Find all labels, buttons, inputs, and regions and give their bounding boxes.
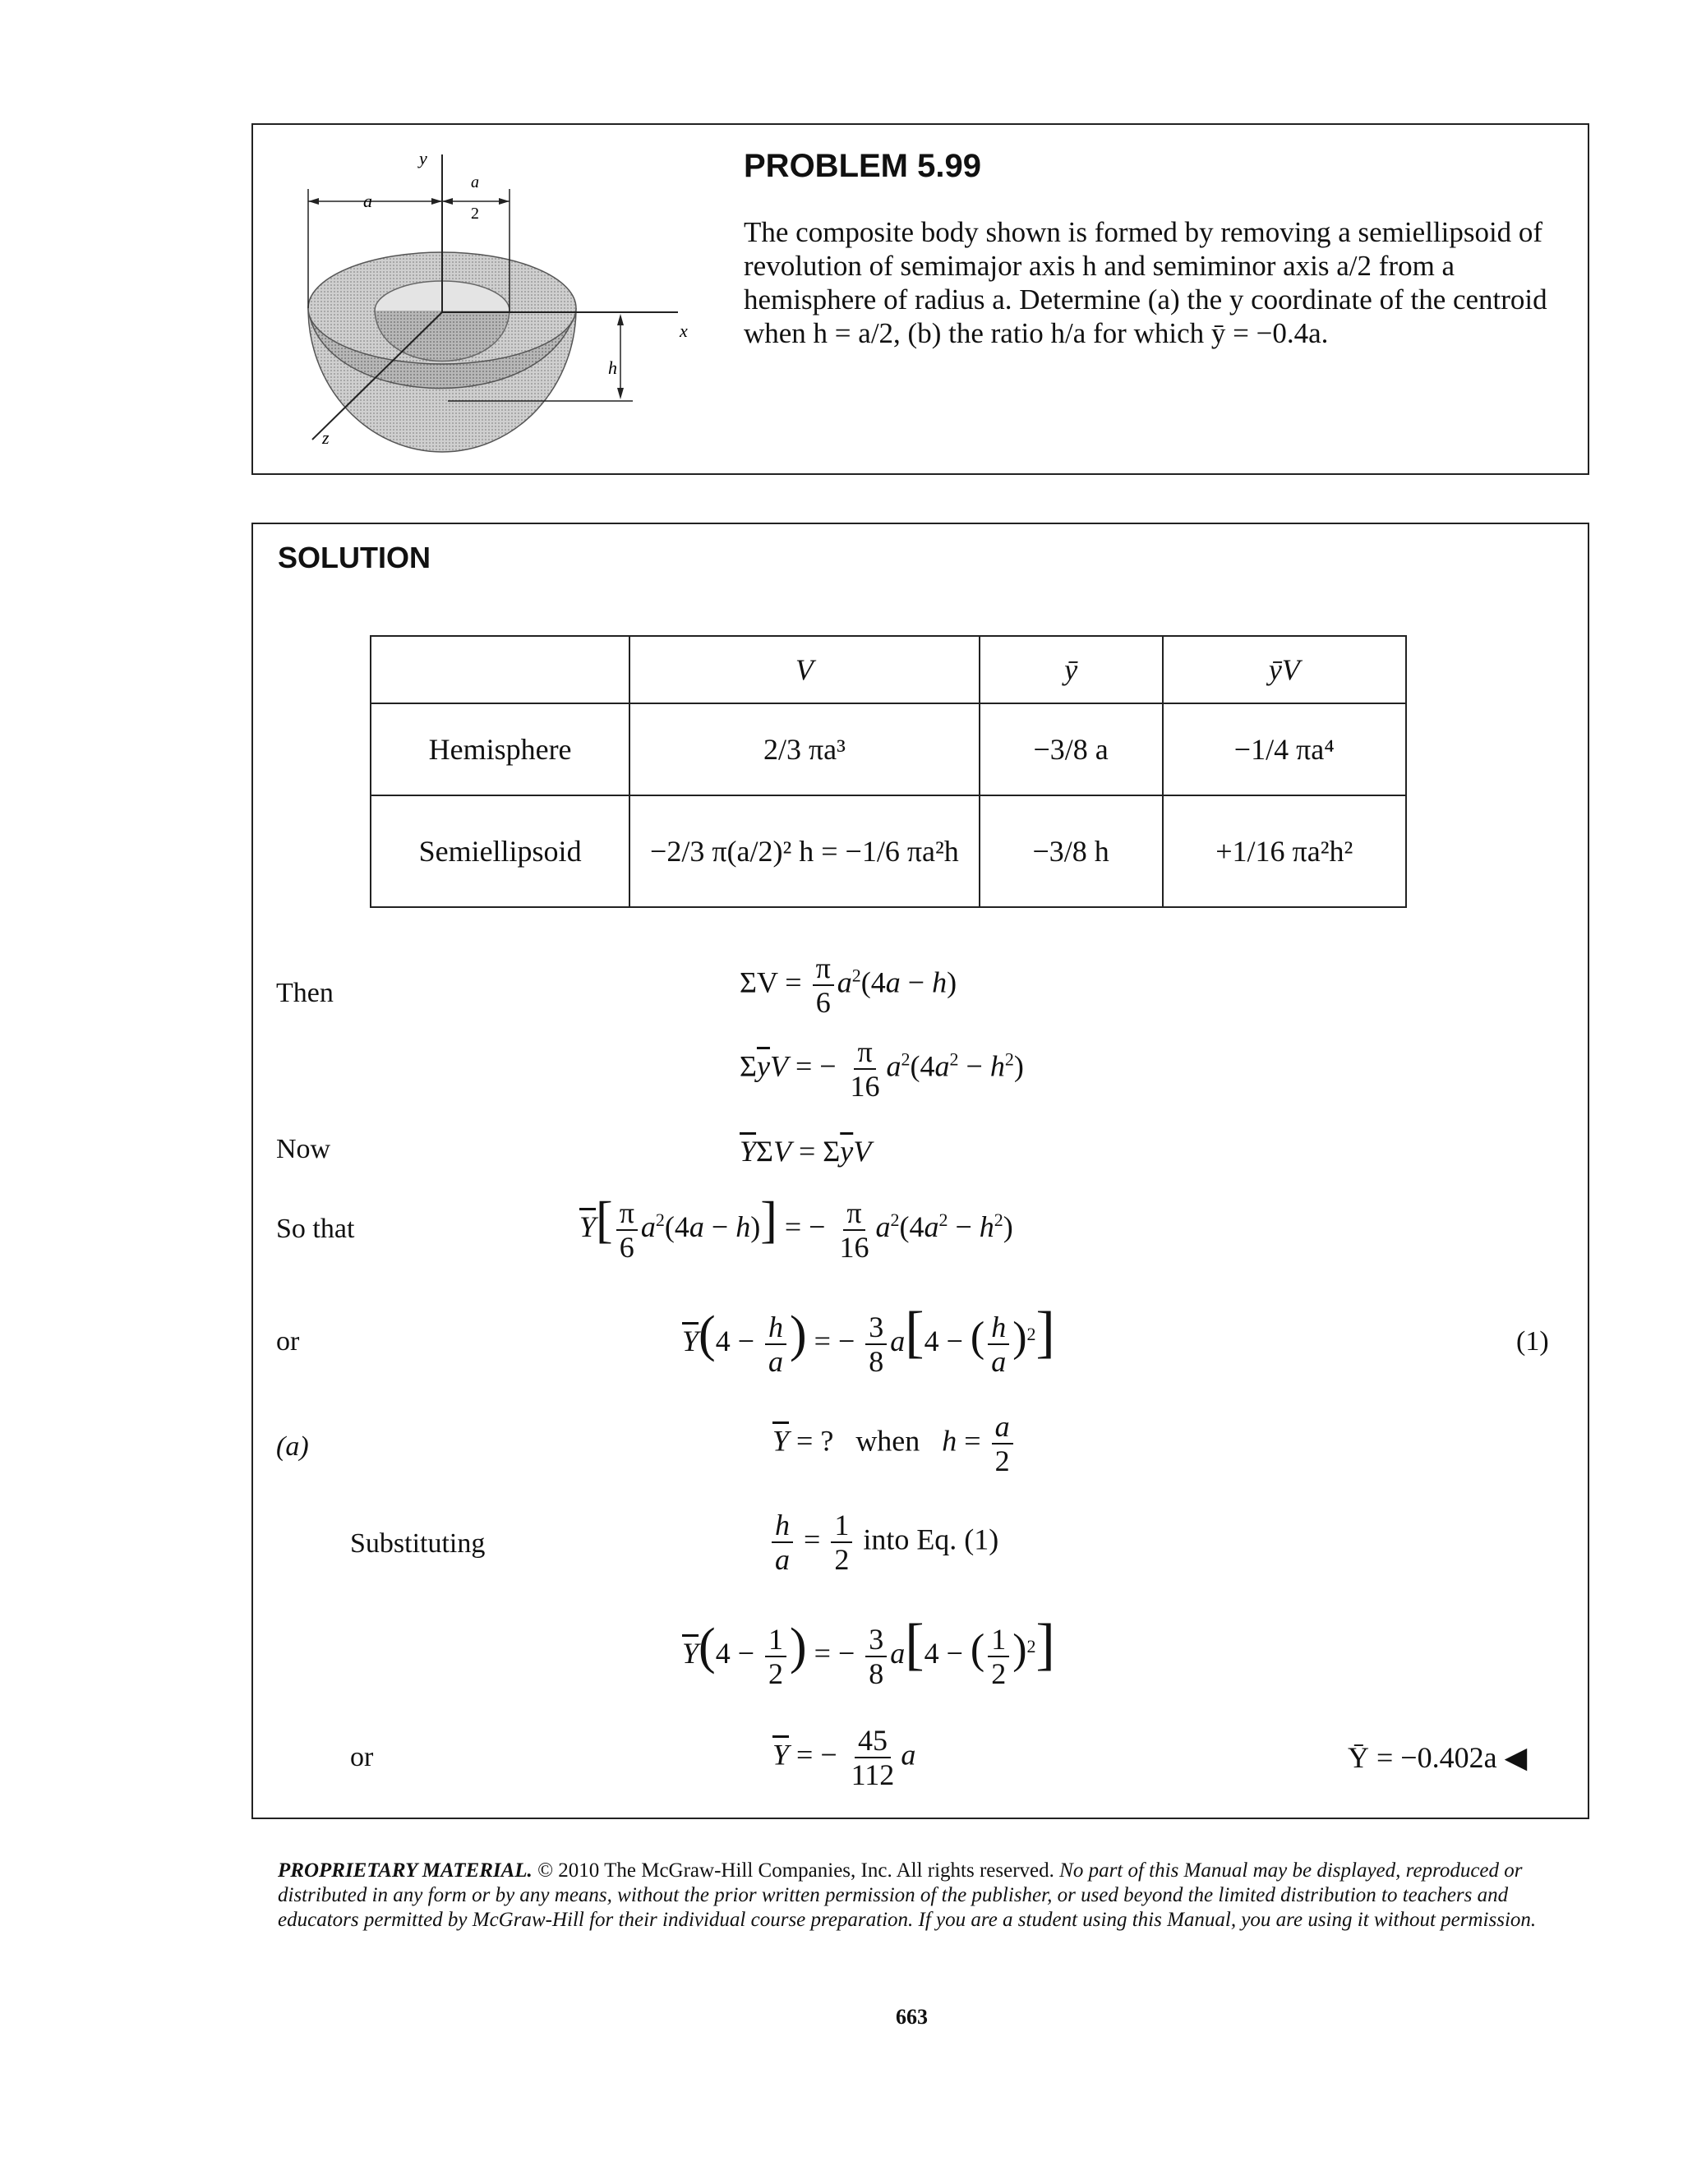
fig-label-a-half-num: a: [471, 173, 479, 191]
table-row-hemisphere-ybarv: −1/4 πa⁴: [1163, 703, 1406, 795]
eq-part-a: $\overline{Y}$ = ? when h = $\frac{a}{2}$: [772, 1412, 1017, 1476]
problem-line-3: hemisphere of radius a. Determine (a) the y coordinate of the centroid: [744, 283, 1547, 316]
solution-title: SOLUTION: [278, 541, 431, 574]
copyright-notice: [278, 1859, 1560, 1933]
label-or-1: or: [276, 1326, 300, 1357]
table-row-hemisphere-v: 2/3 πa³: [629, 703, 980, 795]
label-then: Then: [276, 978, 334, 1008]
footer-bold: PROPRIETARY MATERIAL.: [278, 1859, 533, 1882]
table-header-empty: [371, 636, 629, 703]
eq-substitute: $\frac{h}{a}$ = $\frac{1}{2}$ into Eq. (1): [768, 1510, 998, 1574]
label-into-eq: into Eq. (1): [863, 1523, 999, 1556]
table-row-hemisphere-name: Hemisphere: [371, 703, 629, 795]
solution-table: [370, 635, 1407, 908]
label-substituting: Substituting: [350, 1528, 486, 1559]
problem-line-2: revolution of semimajor axis h and semiminor axis a/2 from a: [744, 250, 1455, 282]
table-row-semiellipsoid-name: Semiellipsoid: [371, 795, 629, 907]
label-or-2: or: [350, 1742, 374, 1772]
page-number: 663: [896, 2005, 928, 2029]
fig-label-h: h: [608, 357, 617, 378]
label-now: Now: [276, 1134, 331, 1164]
label-so-that: So that: [276, 1214, 355, 1244]
fig-label-a: a: [363, 191, 372, 211]
table-row-semiellipsoid-v: −2/3 π(a/2)² h = −1/6 πa²h: [629, 795, 980, 907]
answer: [1348, 1740, 1527, 1775]
table-header-v: V: [629, 636, 980, 703]
eq-so-that: $\overline{Y}$[ $\frac{\pi}{6}$ $a^2(4a - h)$] = − $\frac{\pi}{16}$ $a^2(4a^2 - h^2)$: [579, 1192, 1013, 1264]
problem-line-1: The composite body shown is formed by removing a semiellipsoid of: [744, 216, 1543, 248]
label-part-a: (a): [276, 1431, 309, 1462]
table-header-ybar: ȳ: [980, 636, 1163, 703]
fig-label-y: y: [419, 148, 427, 168]
eq-sum-ybar-v: $\Sigma\overline{y}V$ = − $\frac{\pi}{16}$ $a^2(4a^2 - h^2)$: [740, 1035, 1024, 1103]
eq-1: $\overline{Y}(4$ − $\frac{h}{a}$ ) = − $\frac{3}{8}$ a[4 − ( $\frac{h}{a}$ )$^2$]: [682, 1301, 1055, 1378]
eq-sum-v: ΣV = $\frac{\pi}{6}$ $a^2(4a - h)$: [740, 951, 957, 1019]
eq-substituted: $\overline{Y}(4$ − $\frac{1}{2}$ ) = − $\frac{3}{8}$ a[4 − ( $\frac{1}{2}$ )$^2$]: [682, 1613, 1055, 1690]
footer-copyright: © 2010 The McGraw-Hill Companies, Inc. All rights reserved.: [532, 1859, 1054, 1882]
eq-centroid-def: $\overline{Y}\Sigma V = \Sigma\overline{y}V$: [740, 1135, 872, 1168]
table-header-ybarv: ȳV: [1163, 636, 1406, 703]
fig-label-x: x: [680, 320, 688, 341]
hemisphere-figure: [271, 140, 715, 468]
table-row-hemisphere-ybar: −3/8 a: [980, 703, 1163, 795]
answer-text: Ȳ = −0.402a: [1348, 1741, 1497, 1774]
problem-line-4: when h = a/2, (b) the ratio h/a for which ȳ = −0.4a.: [744, 317, 1329, 349]
fig-label-a-half-den: 2: [471, 205, 479, 223]
problem-text: [744, 215, 1557, 350]
footer-italic: No part of this Manual may be displayed, reproduced or distributed in any form or by any means, without the prior written permission of the publisher, or used beyond the limited distribution to teachers and educators permitted by McGraw-Hill for their individual course preparation. If you are a student using this Manual, you are using it without permission.: [278, 1859, 1537, 1931]
answer-marker-icon: ◀: [1504, 1741, 1528, 1774]
table-row-semiellipsoid-ybar: −3/8 h: [980, 795, 1163, 907]
fig-label-z: z: [322, 427, 330, 448]
equation-number: (1): [1516, 1326, 1549, 1357]
problem-title: PROBLEM 5.99: [744, 148, 981, 184]
table-row-semiellipsoid-ybarv: +1/16 πa²h²: [1163, 795, 1406, 907]
label-when: when: [855, 1424, 920, 1458]
eq-result: $\overline{Y}$ = − $\frac{45}{112}$ a: [772, 1724, 916, 1791]
